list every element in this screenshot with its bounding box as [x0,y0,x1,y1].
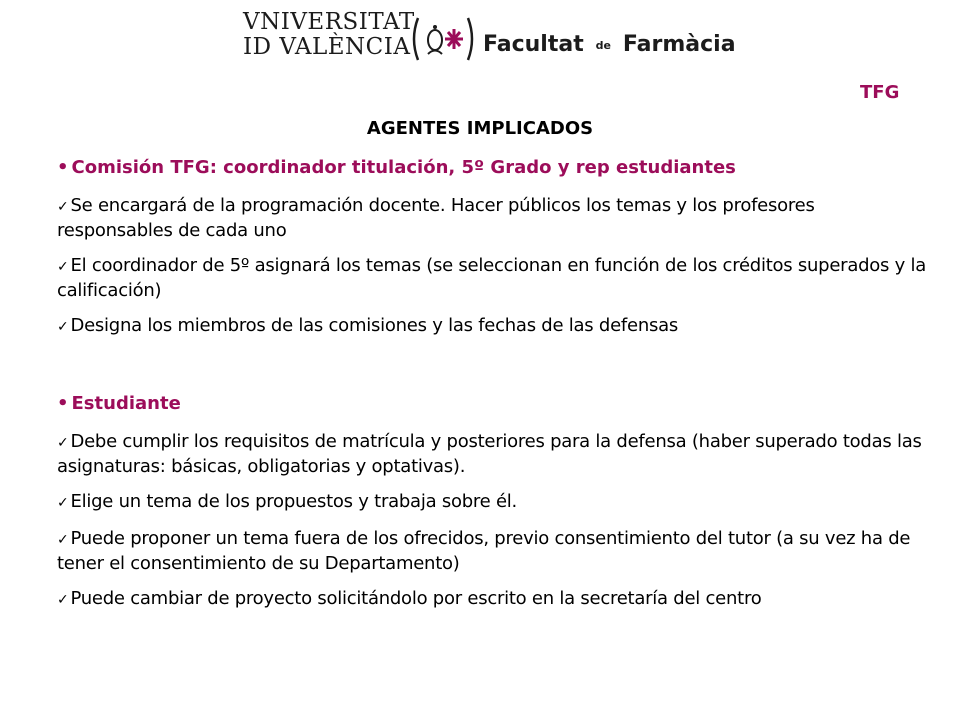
university-seal-icon [408,14,478,64]
page-title: AGENTES IMPLICADOS [366,118,594,139]
university-logo-text [243,9,415,60]
list-item-text: Designa los miembros de las comisiones y las fechas de las defensas [70,315,679,336]
list-item-text: Elige un tema de los propuestos y trabaja sobre él. [70,491,518,512]
check-icon: ✓ [57,435,69,451]
university-name-line2: ID VALÈNCIA [243,34,411,60]
content [57,155,927,624]
list-item-text: Puede cambiar de proyecto solicitándolo por escrito en la secretaría del centro [70,588,762,609]
tfg-tag: TFG [860,82,900,103]
list-item [57,194,927,242]
check-icon: ✓ [57,259,69,275]
section-heading-text: Comisión TFG: coordinador titulación, 5º Grado y rep estudiantes [71,157,736,178]
bullet-icon: • [57,157,69,178]
list-item-text: Se encargará de la programación docente. Hacer públicos los temas y los profesores responsables de cada uno [57,195,815,241]
section-heading-estudiante [57,391,927,416]
check-icon: ✓ [57,495,69,511]
list-item [57,587,927,612]
list-item [57,490,927,515]
section-heading-text: Estudiante [71,393,181,414]
faculty-word2: Farmàcia [622,32,736,57]
list-item [57,430,927,478]
check-icon: ✓ [57,532,69,548]
section-spacer [57,351,927,391]
list-item-text: Debe cumplir los requisitos de matrícula y posteriores para la defensa (haber superado todas las asignaturas: básicas, obligatorias y optativas). [57,431,922,477]
bullet-icon: • [57,393,69,414]
faculty-word1: Facultat [483,32,584,57]
faculty-logo-text [483,32,736,57]
faculty-de: de [595,39,611,52]
section-heading-comision [57,155,927,180]
list-item [57,254,927,302]
header [243,9,736,66]
list-item-text: Puede proponer un tema fuera de los ofrecidos, previo consentimiento del tutor (a su vez ha de tener el consentimiento de su Departamento) [57,528,911,574]
list-item [57,314,927,339]
list-item [57,527,927,575]
list-item-text: El coordinador de 5º asignará los temas (se seleccionan en función de los créditos superados y la calificación) [57,255,927,301]
university-name-line1: VNIVERSITAT [243,9,415,35]
check-icon: ✓ [57,592,69,608]
check-icon: ✓ [57,199,69,215]
check-icon: ✓ [57,319,69,335]
